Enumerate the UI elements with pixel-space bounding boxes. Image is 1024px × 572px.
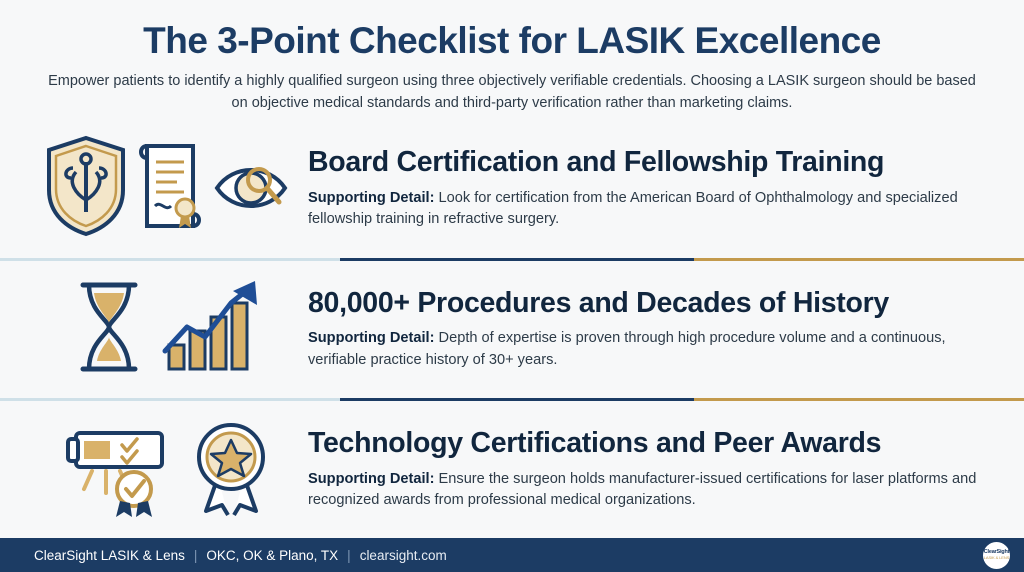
- checklist-row-3: [0, 401, 1024, 538]
- checklist-rows: [0, 120, 1024, 538]
- icon-group-2: [34, 270, 302, 388]
- hourglass-icon: [69, 275, 149, 384]
- footer-practice-name: ClearSight LASIK & Lens: [34, 547, 185, 563]
- footer-separator: |: [347, 547, 351, 563]
- row-title-1: Board Certification and Fellowship Training: [308, 146, 885, 179]
- header: [0, 0, 1024, 120]
- checklist-row-2: [0, 261, 1024, 398]
- page-subtitle: Empower patients to identify a highly qualified surgeon using three objectively verifiable credentials. Choosing a LASIK surgeon should be based on objective medical standards and third-party verification rather than marketing claims.: [48, 72, 976, 111]
- row-title-3: Technology Certifications and Peer Awards: [308, 426, 882, 459]
- row-detail-lead-2: Supporting Detail:: [308, 330, 435, 347]
- brand-logo: [983, 542, 1010, 569]
- row-title-2: 80,000+ Procedures and Decades of History: [308, 286, 889, 319]
- footer-locations: OKC, OK & Plano, TX: [206, 547, 339, 563]
- footer-separator: |: [193, 547, 198, 563]
- certificate-scroll-icon: [135, 134, 205, 243]
- footer: [0, 538, 1024, 572]
- row-detail-lead-3: Supporting Detail:: [308, 470, 435, 487]
- icon-group-1: [34, 130, 302, 248]
- row-detail-3: [308, 469, 982, 511]
- row-detail-2: [308, 328, 982, 370]
- icon-group-3: [34, 410, 302, 528]
- text-cell-3: [302, 428, 990, 511]
- row-detail-text-2: Depth of expertise is proven through high procedure volume and a continuous, verifiable practice history of 30+ years.: [308, 330, 946, 368]
- page-title: The 3-Point Checklist for LASIK Excellence: [143, 20, 881, 61]
- brand-logo-line1: ClearSight: [983, 549, 1010, 556]
- laser-device-checklist-icon: [62, 415, 182, 524]
- eye-magnifier-icon: [211, 146, 293, 231]
- growth-chart-arrow-icon: [155, 275, 267, 384]
- row-detail-text-1: Look for certification from the American Board of Ophthalmology and specialized fellowship training in refractive surgery.: [308, 190, 958, 228]
- checklist-row-1: [0, 120, 1024, 257]
- row-detail-text-3: Ensure the surgeon holds manufacturer-issued certifications for laser platforms and recognized awards from professional medical organizations.: [308, 470, 977, 508]
- text-cell-1: [302, 147, 990, 230]
- brand-logo-line2: LASIK & LENS: [983, 554, 1010, 560]
- footer-text: [34, 548, 447, 563]
- footer-website-link[interactable]: clearsight.com: [359, 547, 447, 563]
- award-ribbon-star-icon: [188, 415, 274, 524]
- row-detail-1: [308, 188, 982, 230]
- shield-caduceus-icon: [43, 134, 129, 243]
- row-detail-lead-1: Supporting Detail:: [308, 190, 435, 207]
- text-cell-2: [302, 288, 990, 371]
